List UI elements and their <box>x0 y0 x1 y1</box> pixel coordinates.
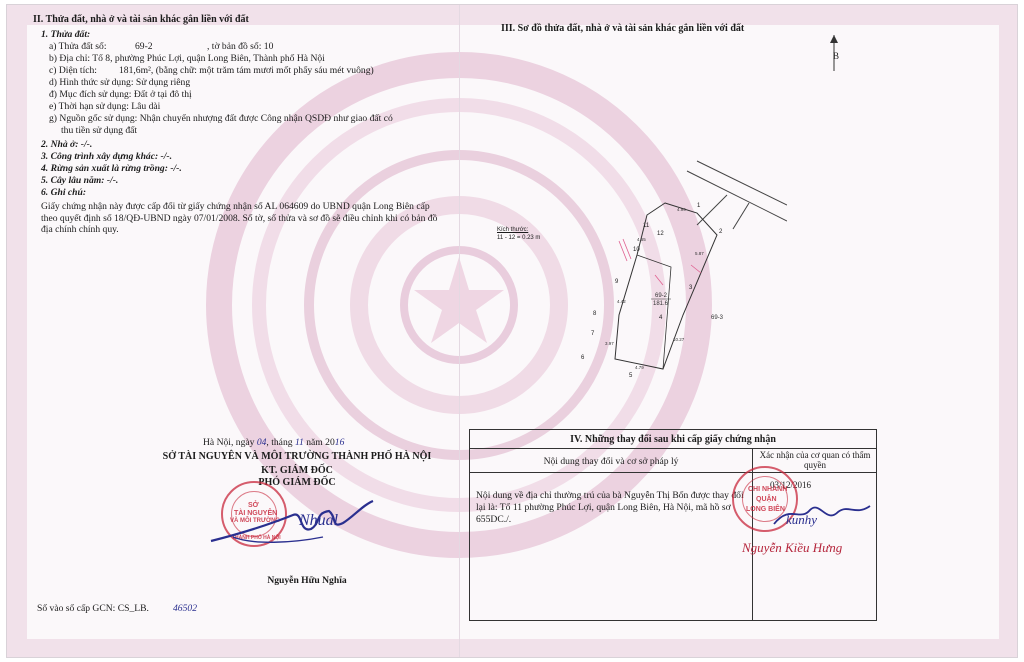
officer-signature <box>770 494 874 534</box>
notes-text: Giấy chứng nhận này được cấp đổi từ giấy chứng nhận số AL 064609 do UBND quận Long Biên cấp theo quyết định số 18/QĐ-UBND ngày 07/01/2008. Số tờ, số thửa và sơ đồ sẽ điều chỉnh khi có bản đồ địa chính chính quy. <box>41 201 438 235</box>
signer-name: Nguyễn Hữu Nghĩa <box>267 575 347 586</box>
officer-name: Nguyễn Kiều Hưng <box>742 540 843 555</box>
area-value: 181,6m², (bằng chữ: một trăm tám mươi mốt phẩy sáu mét vuông) <box>119 65 374 76</box>
usage-term: e) Thời hạn sử dụng: Lâu dài <box>49 101 161 112</box>
vertex-5: 5 <box>629 373 633 379</box>
edge-label-7: 3.97 <box>605 341 614 346</box>
section-3-title: III. Sơ đồ thửa đất, nhà ở và tài sản khác gắn liền với đất <box>501 23 745 34</box>
issue-date: Hà Nội, ngày 04, tháng 11 năm 2016 <box>203 437 345 448</box>
perennial-trees-heading: 5. Cây lâu năm: -/-. <box>41 175 119 186</box>
scale-label: Kích thước: <box>497 227 529 233</box>
registration-number: 46502 <box>173 603 197 614</box>
director-signature-text: Nhual <box>299 512 339 529</box>
deputy-director-title: PHÓ GIÁM ĐỐC <box>258 477 336 488</box>
changes-col-content: Nội dung thay đổi và cơ sở pháp lý <box>543 456 679 467</box>
address: b) Địa chỉ: Tổ 8, phường Phúc Lợi, quận Long Biên, Thành phố Hà Nội <box>49 53 325 64</box>
vertex-2: 2 <box>719 229 723 235</box>
scale-value: 11 - 12 = 0.23 m <box>497 235 541 241</box>
land-heading: 1. Thửa đất: <box>41 29 91 40</box>
vertex-8: 8 <box>593 311 597 317</box>
parcel-area-label: 181.6 <box>653 301 669 307</box>
other-works-heading: 3. Công trình xây dựng khác: -/-. <box>41 151 173 162</box>
parcel-number-label: a) Thửa đất số: <box>49 41 107 52</box>
changes-table <box>469 429 877 621</box>
edge-label-1: 4.94 <box>677 207 686 212</box>
edge-label-4: 4.79 <box>635 365 644 370</box>
vertex-10: 10 <box>633 247 640 253</box>
branch-seal: CHI NHÁNH QUẬN LONG BIÊN <box>732 466 798 532</box>
certificate-sheet <box>6 4 1018 658</box>
change-entry-text: Nội dung về địa chỉ thường trú của bà Nguyễn Thị Bốn được thay đổi lại là: Tổ 11 phường Phúc Lợi, quận Long Biên, Hà Nội, mã hồ sơ 655DC./. <box>476 490 744 525</box>
north-arrow-label: B <box>833 51 840 61</box>
parcel-map <box>487 155 787 395</box>
director-signature <box>203 493 383 553</box>
map-sheet-number: , tờ bản đồ số: 10 <box>207 41 274 52</box>
forest-heading: 4. Rừng sản xuất là rừng trồng: -/-. <box>41 163 182 174</box>
department-seal: SỞ TÀI NGUYÊN VÀ MÔI TRƯỜNG THÀNH PHỐ HÀ NỘI <box>221 481 287 547</box>
on-behalf-title: KT. GIÁM ĐỐC <box>261 465 333 476</box>
usage-origin: g) Nguồn gốc sử dụng: Nhận chuyển nhượng đất được Công nhận QSDĐ như giao đất có <box>49 113 393 124</box>
vertex-1: 1 <box>697 203 701 209</box>
edge-label-5: 10.27 <box>673 337 685 342</box>
issuing-authority: SỞ TÀI NGUYÊN VÀ MÔI TRƯỜNG THÀNH PHỐ HÀ NỘI <box>162 451 432 462</box>
section-4-title: IV. Những thay đổi sau khi cấp giấy chứng nhận <box>570 434 776 445</box>
area-label: c) Diện tích: <box>49 65 97 76</box>
vertex-11: 11 <box>643 223 650 229</box>
edge-label-2: 4.65 <box>637 237 646 242</box>
edge-label-6: 5.87 <box>695 251 704 256</box>
usage-origin-cont: thu tiền sử dụng đất <box>61 125 138 136</box>
north-arrow-icon <box>827 33 841 73</box>
vertex-9: 9 <box>615 279 619 285</box>
vertex-6: 6 <box>581 355 585 361</box>
vertex-4: 4 <box>659 315 663 321</box>
edge-label-3: 4.42 <box>617 299 626 304</box>
vertex-12: 12 <box>657 231 664 237</box>
vertex-7: 7 <box>591 331 595 337</box>
changes-col-confirm: Xác nhận của cơ quan có thẩm quyền <box>759 450 871 470</box>
usage-form: d) Hình thức sử dụng: Sử dụng riêng <box>49 77 191 88</box>
officer-signature-text: kunhy <box>786 512 818 527</box>
house-heading: 2. Nhà ở: -/-. <box>41 139 93 150</box>
parcel-number: 69-2 <box>135 41 153 52</box>
center-fold <box>459 5 460 658</box>
notes-heading: 6. Ghi chú: <box>41 187 87 198</box>
change-date: 03/12/2016 <box>770 480 812 490</box>
parcel-id-label: 69-2 <box>655 293 668 299</box>
vertex-3: 3 <box>689 285 693 291</box>
registration-label: Số vào sổ cấp GCN: CS_LB. <box>37 603 149 614</box>
section-2-title: II. Thửa đất, nhà ở và tài sản khác gắn liền với đất <box>33 14 249 25</box>
neighbor-parcel-label: 69-3 <box>711 315 724 321</box>
usage-purpose: đ) Mục đích sử dụng: Đất ở tại đô thị <box>49 89 192 100</box>
